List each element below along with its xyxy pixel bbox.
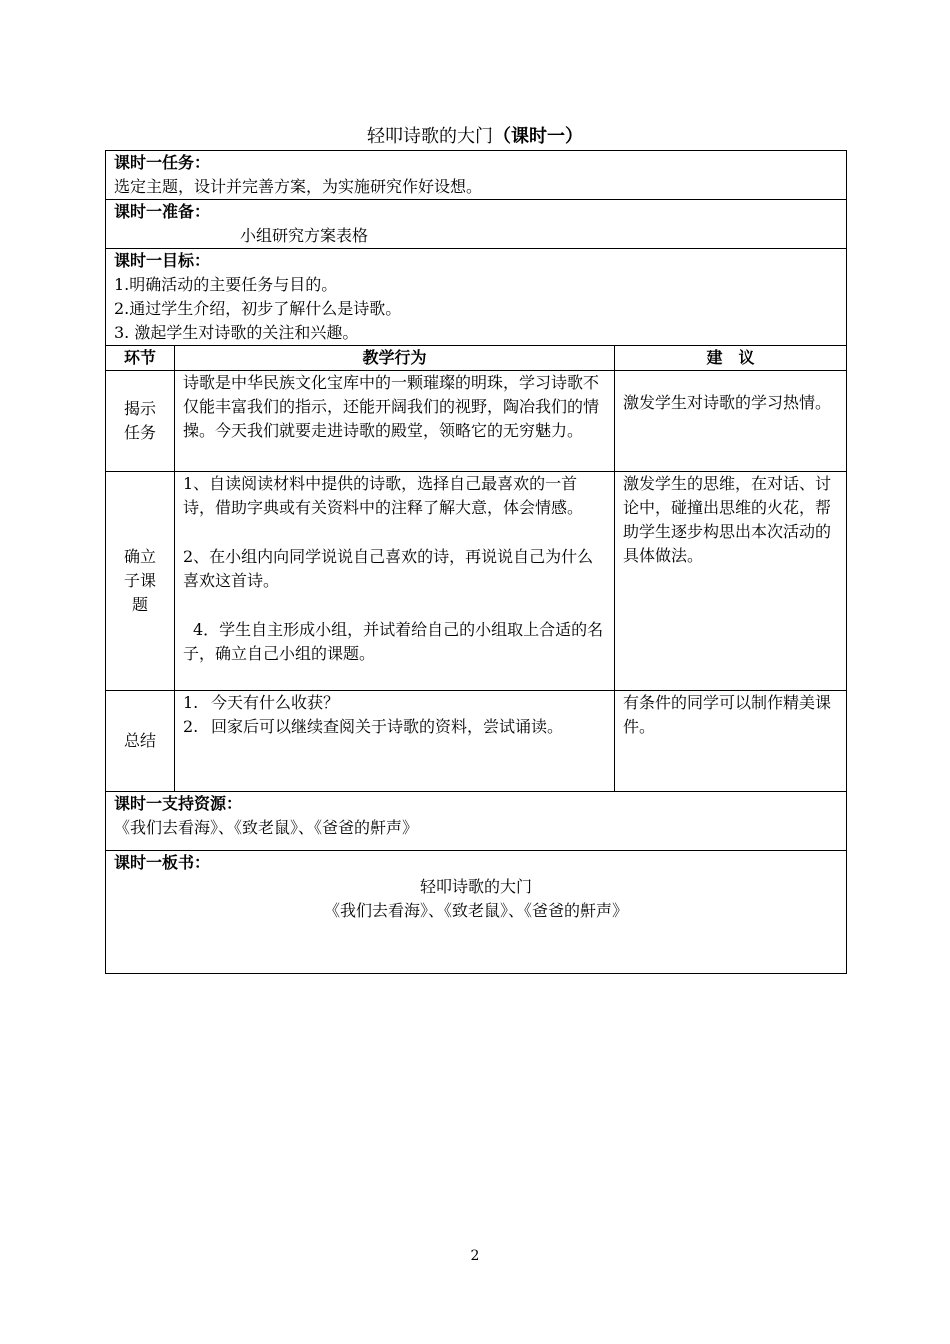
list-item-number: 2. xyxy=(183,717,199,736)
behavior-paragraph: 1、自读阅读材料中提供的诗歌，选择自己最喜欢的一首诗，借助字典或有关资料中的注释了解大意，体会情感。 xyxy=(183,474,584,517)
behavior-cell xyxy=(175,691,615,792)
title-main: 轻叩诗歌的大门 xyxy=(367,126,493,147)
prep-heading: 课时一准备： xyxy=(114,202,211,221)
table-row xyxy=(106,691,847,792)
column-header-row xyxy=(106,346,847,371)
goal-item: 1.明确活动的主要任务与目的。 xyxy=(114,275,338,294)
task-row xyxy=(106,151,847,200)
task-text: 选定主题，设计并完善方案，为实施研究作好设想。 xyxy=(114,177,483,196)
goal-item: 3. 激起学生对诗歌的关注和兴趣。 xyxy=(114,323,359,342)
prep-text: 小组研究方案表格 xyxy=(240,226,369,245)
title-suffix: （课时一） xyxy=(493,126,583,147)
list-item-text: 回家后可以继续查阅关于诗歌的资料，尝试诵读。 xyxy=(211,717,564,736)
stage-cell xyxy=(106,472,175,691)
behavior-cell xyxy=(175,472,615,691)
task-heading: 课时一任务： xyxy=(114,153,211,172)
stage-label-line: 总结 xyxy=(123,731,156,750)
stage-label-line: 揭示 xyxy=(123,399,156,418)
goals-row xyxy=(106,249,847,346)
table-row xyxy=(106,371,847,472)
stage-label-line: 子课 xyxy=(123,571,156,590)
board-line: 《我们去看海》、《致老鼠》、《爸爸的鼾声》 xyxy=(324,901,629,920)
advice-cell: 激发学生对诗歌的学习热情。 xyxy=(615,371,847,472)
list-item xyxy=(183,715,606,739)
advice-cell: 激发学生的思维，在对话、讨论中，碰撞出思维的火花，帮助学生逐步构思出本次活动的具体做法。 xyxy=(615,472,847,691)
stage-cell xyxy=(106,371,175,472)
resources-row xyxy=(106,792,847,851)
resources-text: 《我们去看海》、《致老鼠》、《爸爸的鼾声》 xyxy=(114,818,419,837)
stage-label-line: 确立 xyxy=(123,547,156,566)
resources-heading: 课时一支持资源： xyxy=(114,794,243,813)
page-number: 2 xyxy=(470,1248,480,1264)
behavior-cell: 诗歌是中华民族文化宝库中的一颗璀璨的明珠，学习诗歌不仅能丰富我们的指示，还能开阔我们的视野，陶冶我们的情操。今天我们就要走进诗歌的殿堂，领略它的无穷魅力。 xyxy=(175,371,615,472)
stage-cell xyxy=(106,691,175,792)
list-item-number: 1. xyxy=(183,693,199,712)
summary-list xyxy=(183,691,606,739)
board-heading: 课时一板书： xyxy=(114,853,211,872)
goal-item: 2.通过学生介绍，初步了解什么是诗歌。 xyxy=(114,299,402,318)
list-item-text: 今天有什么收获？ xyxy=(211,693,340,712)
stage-label-line: 题 xyxy=(131,595,148,614)
advice-cell: 有条件的同学可以制作精美课件。 xyxy=(615,691,847,792)
behavior-paragraph: 2、在小组内向同学说说自己喜欢的诗，再说说自己为什么喜欢这首诗。 xyxy=(183,547,594,590)
column-header-behavior: 教学行为 xyxy=(175,346,615,371)
lesson-plan-table xyxy=(105,150,847,974)
column-header-stage: 环节 xyxy=(106,346,175,371)
stage-label-line: 任务 xyxy=(123,423,156,442)
goals-heading: 课时一目标： xyxy=(114,251,211,270)
column-header-advice: 建 议 xyxy=(615,346,847,371)
list-item xyxy=(183,691,606,715)
board-row xyxy=(106,851,847,974)
board-line: 轻叩诗歌的大门 xyxy=(420,877,533,896)
table-row xyxy=(106,472,847,691)
prep-row xyxy=(106,200,847,249)
behavior-paragraph: 4．学生自主形成小组，并试着给自己的小组取上合适的名子，确立自己小组的课题。 xyxy=(183,620,604,663)
document-title xyxy=(105,124,845,150)
